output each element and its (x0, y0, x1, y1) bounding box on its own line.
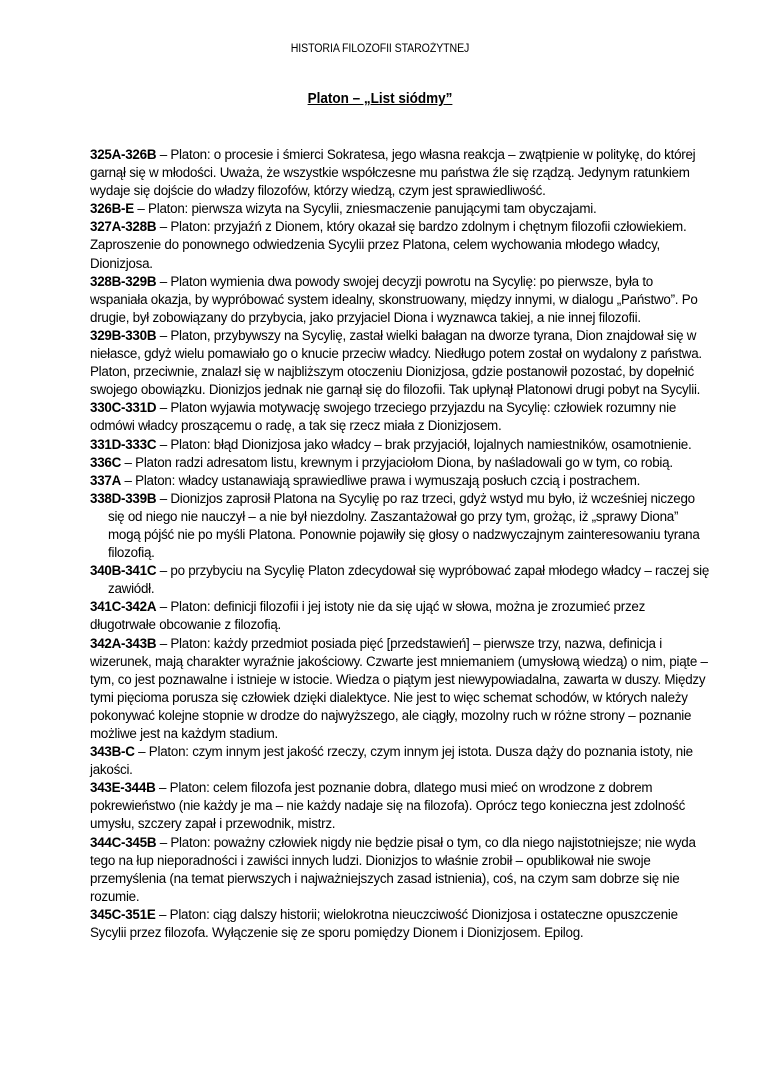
entry-paragraph (90, 598, 710, 634)
entry-text: – Platon wyjawia motywację swojego trzeciego przyjazdu na Sycylię: człowiek rozumny nie odmówi władcy proszącemu o radę, a tak się rzecz miała z Dionizjosem. (90, 400, 677, 434)
entry-text: – Platon: czym innym jest jakość rzeczy, czym innym jej istota. Dusza dąży do poznania istoty, nie jakości. (90, 744, 693, 778)
entry-text: – Platon radzi adresatom listu, krewnym i przyjaciołom Diona, by naśladowali go w tym, co robią. (121, 454, 673, 470)
entry-reference: 328B-329B (90, 273, 157, 289)
entry-paragraph (90, 273, 710, 327)
entry-reference: 329B-330B (90, 327, 157, 343)
entry-paragraph (90, 562, 710, 598)
entry-paragraph (90, 906, 710, 942)
entry-paragraph (90, 436, 710, 454)
entry-text: – Platon: władcy ustanawiają sprawiedliwe prawa i wymuszają posłuch czcią i postrachem. (121, 472, 641, 488)
entry-text: – Platon: poważny człowiek nigdy nie będzie pisał o tym, co dla niego najistotniejsze; nie wyda tego na łup nieporadności i zawiści innych ludzi. Dionizjos to właśnie zrobił – opublikował nie swoje przemyślenia (na temat pierwszych i najważniejszych zasad istnienia), coś, na czym sam dobrze się nie rozumie. (90, 834, 696, 904)
entry-reference: 337A (90, 472, 122, 488)
document-body (90, 146, 710, 942)
entry-paragraph (90, 327, 710, 399)
entry-text: – Platon: o procesie i śmierci Sokratesa, jego własna reakcja – zwątpienie w politykę, do której garnął się w młodości. Uważa, że wszystkie współczesne mu państwa źle się rządzą. Jedynym ratunkiem wydaje się dojście do władzy filozofów, którzy wiedzą, czym jest sprawiedliwość. (90, 147, 696, 199)
entry-paragraph (90, 200, 710, 218)
entry-reference: 344C-345B (90, 834, 157, 850)
entry-text: – Platon wymienia dwa powody swojej decyzji powrotu na Sycylię: po pierwsze, była to wspaniała okazja, by wypróbować system idealny, skonstruowany, między innymi, w dialogu „Państwo”. Po drugie, był zobowiązany do przybycia, jako przyjaciel Diona i wyznawca takiej, a nie innej filozofii. (90, 273, 698, 325)
entry-paragraph (90, 146, 710, 200)
entry-reference: 343E-344B (90, 780, 156, 796)
entry-reference: 336C (90, 454, 122, 470)
entry-paragraph (90, 490, 710, 562)
entry-paragraph (90, 635, 710, 744)
entry-reference: 345C-351E (90, 906, 156, 922)
entry-reference: 341C-342A (90, 599, 157, 615)
document-title: Platon – „List siódmy” (307, 90, 453, 107)
entry-text: – Platon: definicji filozofii i jej istoty nie da się ująć w słowa, można je zrozumieć przez długotrwałe obcowanie z filozofią. (90, 599, 646, 633)
entry-paragraph (90, 834, 710, 906)
entry-text: – Platon: błąd Dionizjosa jako władcy – brak przyjaciół, lojalnych namiestników, osamotnienie. (156, 436, 692, 452)
entry-text: – Platon: ciąg dalszy historii; wielokrotna nieuczciwość Dionizjosa i ostateczne opuszczenie Sycylii przez filozofa. Wyłączenie się ze sporu pomiędzy Dionem i Dionizjosem. Epilog. (90, 906, 678, 941)
entry-text: – Platon, przybywszy na Sycylię, zastał wielki bałagan na dworze tyrana, Dion znajdował się w niełasce, gdyż wielu pomawiało go o knucie przeciw władcy. Niedługo potem został on wydalony z państwa. Platon, przeciwnie, znalazł się w najbliższym otoczeniu Dionizjosa, gdzie postanowił pozostać, by dopełnić swojego obowiązku. Dionizjos jednak nie garnął się do filozofii. Tak upłynął Platonowi drugi pobyt na Sycylii. (90, 327, 702, 398)
entry-text: – po przybyciu na Sycylię Platon zdecydował się wypróbować zapał młodego władcy – raczej się zawiódł. (108, 563, 710, 597)
entry-reference: 343B-C (90, 744, 135, 760)
entry-paragraph (90, 218, 710, 272)
entry-reference: 342A-343B (90, 635, 157, 651)
entry-text: – Platon: przyjaźń z Dionem, który okazał się bardzo zdolnym i chętnym filozofii człowiekiem. Zaproszenie do ponownego odwiedzenia Sycylii przez Platona, celem wychowania młodego władcy, Dionizjosa. (90, 219, 687, 271)
entry-reference: 325A-326B (90, 147, 157, 162)
entry-reference: 338D-339B (90, 490, 157, 506)
entry-paragraph (90, 454, 710, 472)
entry-text: – Platon: pierwsza wizyta na Sycylii, zniesmaczenie panującymi tam obyczajami. (133, 201, 597, 217)
entry-text: – Platon: każdy przedmiot posiada pięć [przedstawień] – pierwsze trzy, nazwa, definicja i wizerunek, mają charakter wyraźnie jakościowy. Czwarte jest mniemaniem (umysłową wiedzą) o nim, piąte – tym, co jest poznawalne i istnieje w istocie. Wiedza o piątym jest niewypowiadalna, zawarta w duszy. Między tymi pięcioma porusza się człowiek dzięki dialektyce. Nie jest to więc schemat schodów, w których należy pokonywać kolejne stopnie w drodze do najwyższego, ale ciągły, mozolny ruch w różne strony – poznanie możliwe jest na każdym stadium. (90, 635, 708, 741)
entry-text: – Dionizjos zaprosił Platona na Sycylię po raz trzeci, gdyż wstyd mu było, iż wcześniej niczego się od niego nie nauczył – a nie był niezdolny. Zaszantażował go przy tym, grożąc, iż „sprawy Diona” mogą pójść nie po myśli Platona. Ponownie pojawiły się głosy o nadzwyczajnym zainteresowaniu tyrana filozofią. (108, 490, 700, 561)
running-header: HISTORIA FILOZOFII STAROŻYTNEJ (290, 43, 470, 55)
entry-reference: 331D-333C (90, 436, 157, 452)
entry-reference: 327A-328B (90, 219, 157, 235)
entry-text: – Platon: celem filozofa jest poznanie dobra, dlatego musi mieć on wrodzone z dobrem pokrewieństwo (nie każdy je ma – nie każdy nadaje się na filozofa). Oprócz tego konieczna jest zdolność umysłu, szczery zapał i przewodnik, mistrz. (90, 780, 686, 832)
entry-paragraph (90, 779, 710, 833)
entry-reference: 340B-341C (90, 563, 157, 579)
entry-paragraph (90, 743, 710, 779)
entry-paragraph (90, 399, 710, 435)
entry-reference: 330C-331D (90, 400, 157, 416)
entry-paragraph (90, 472, 710, 490)
entry-reference: 326B-E (90, 201, 134, 217)
